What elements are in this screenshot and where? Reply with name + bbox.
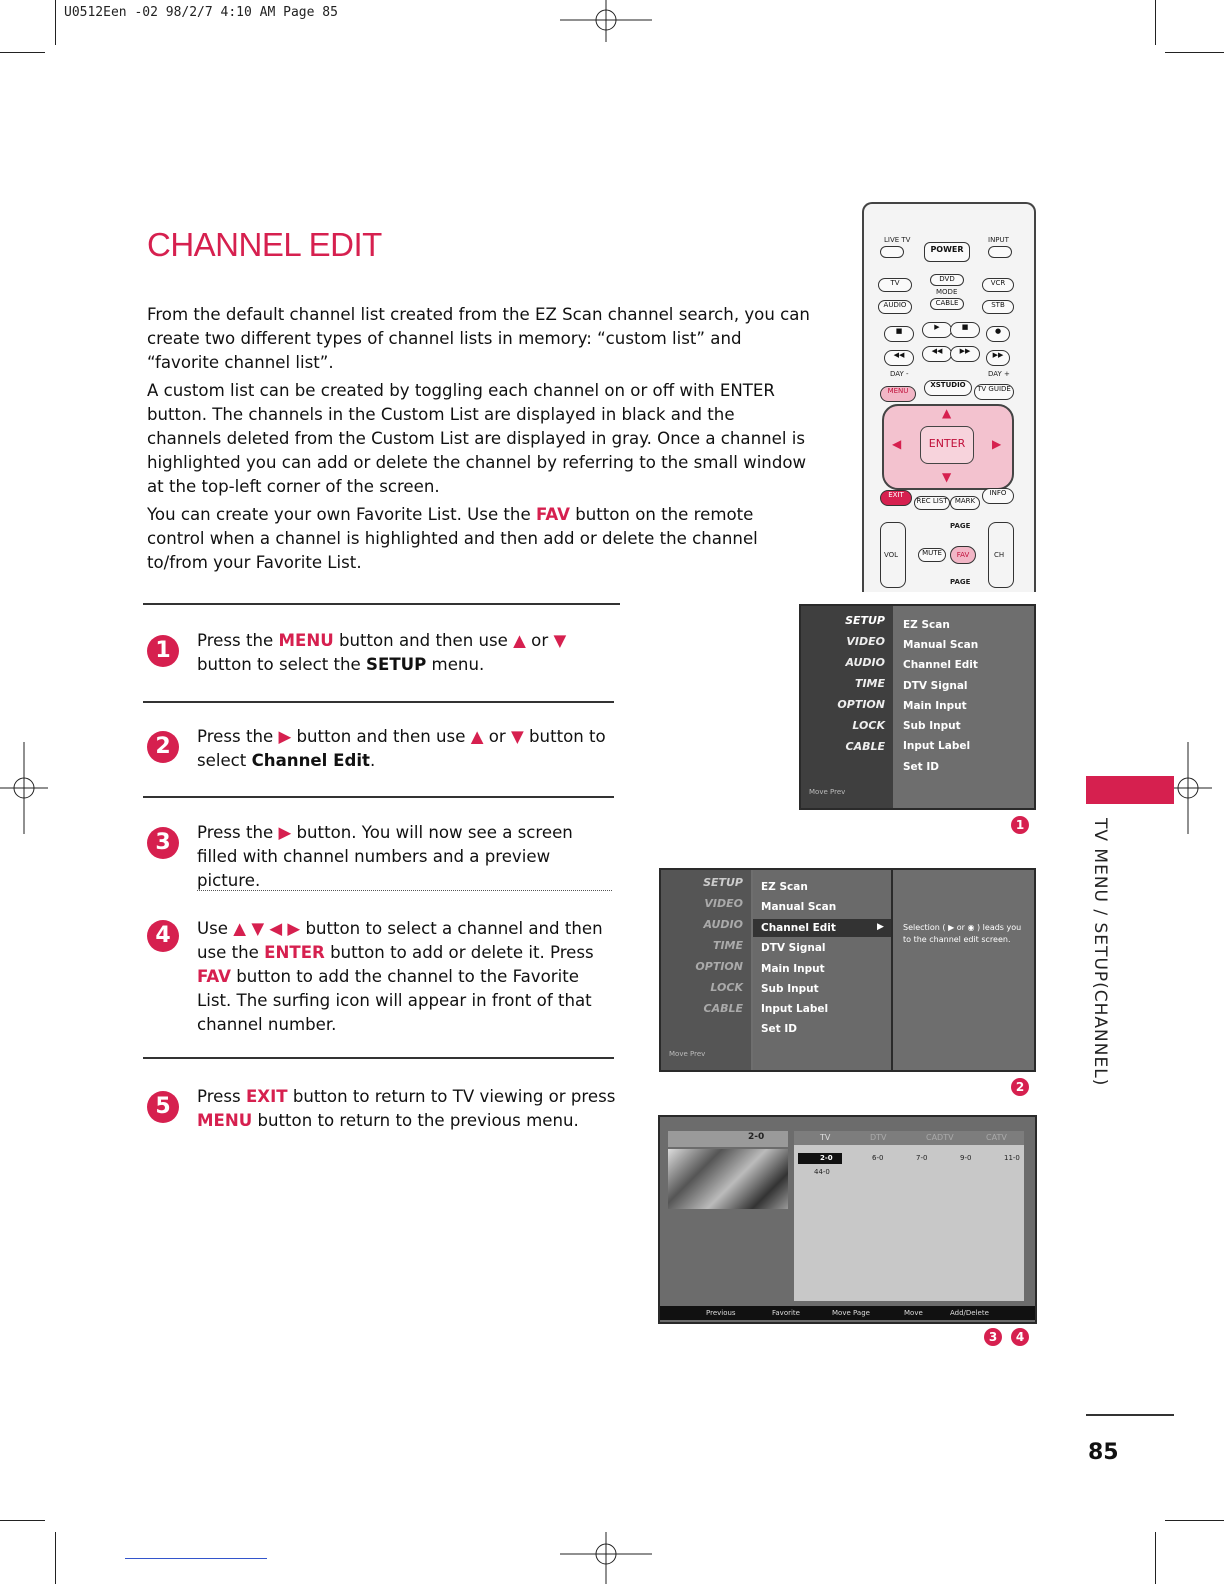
menu-item-set-id: Set ID bbox=[761, 1023, 797, 1035]
menu-item-sub-input: Sub Input bbox=[761, 983, 819, 995]
vcr-button: VCR bbox=[982, 278, 1014, 292]
up-arrow-icon: ▲ bbox=[470, 727, 484, 746]
crop-mark bbox=[1155, 1532, 1156, 1584]
rewind-button: ◀◀ bbox=[922, 346, 952, 362]
menu-item-ez-scan: EZ Scan bbox=[761, 881, 808, 893]
skip-back-button: ◀◀ bbox=[884, 350, 914, 366]
step-3-text: Press the ▶ button. You will now see a screen filled with channel numbers and a preview picture. bbox=[197, 823, 573, 890]
help-text: Selection ( ▶ or ◉ ) leads you to the channel edit screen. bbox=[903, 923, 1022, 944]
registration-mark-top bbox=[560, 0, 652, 42]
menu-tab-video: VIDEO bbox=[846, 635, 885, 648]
up-arrow-icon: ▲ bbox=[513, 631, 526, 650]
step-5-text: Press EXIT button to return to TV viewing or press MENU button to return to the previous menu. bbox=[197, 1087, 616, 1130]
menu-tab-setup: SETUP bbox=[845, 614, 885, 627]
menu-item-manual-scan: Manual Scan bbox=[903, 639, 979, 651]
crop-mark bbox=[55, 1532, 56, 1584]
print-slug: U0512Een -02 98/2/7 4:10 AM Page 85 bbox=[64, 5, 338, 20]
info-button: INFO bbox=[982, 488, 1014, 504]
remote-control: LIVE TV INPUT POWER TV DVD VCR MODE AUDIO CABLE STB ■ ▶ ■ ● ◀◀ ◀◀ ▶▶ ▶▶ DAY - DAY + MENU XSTUDIO TV GUIDE ▲ ▼ ◀ ▶ ENTER EXIT REC LIST MARK INFO VOL CH PAGE MUTE FAV PAGE bbox=[862, 202, 1036, 592]
menu-tab-cable: CABLE bbox=[703, 1002, 743, 1015]
step-4-text: Use ▲ ▼ ◀ ▶ button to select a channel and then use the ENTER button to add or delete it. Press FAV button to add the channel to the Favorite List. The surfing icon will appear in front of that channel number. bbox=[197, 919, 603, 1034]
registration-mark-bottom bbox=[560, 1532, 652, 1584]
channel-cell: 9-0 bbox=[960, 1154, 972, 1162]
right-arrow-icon: ▶ bbox=[287, 919, 301, 938]
intro-paragraph-1: From the default channel list created from the EZ Scan channel search, you can create two different types of channel lists in memory: “custom list” and “favorite channel list”. bbox=[147, 305, 810, 372]
step-number-4: 4 bbox=[147, 920, 179, 952]
xstudio-button: XSTUDIO bbox=[924, 380, 972, 396]
tv-button: TV bbox=[878, 278, 912, 292]
input-button bbox=[988, 246, 1012, 258]
intro-paragraph-2: A custom list can be created by toggling each channel on or off with ENTER button. The channels in the Custom List are displayed in black and the channels deleted from the Custom List are displayed in gray. Once a channel is highlighted you can add or delete the channel by referring to the small window at the top-left corner of the screen. bbox=[147, 381, 807, 496]
menu-item-input-label: Input Label bbox=[761, 1003, 829, 1015]
right-arrow-icon: ▶ bbox=[992, 437, 1002, 451]
record-button: ● bbox=[986, 326, 1010, 342]
page-number: 85 bbox=[1088, 1440, 1119, 1465]
tab-catv: CATV bbox=[986, 1133, 1007, 1142]
right-arrow-icon: ▶ bbox=[278, 727, 292, 746]
menu-tab-audio: AUDIO bbox=[703, 918, 743, 931]
page-title: CHANNEL EDIT bbox=[147, 226, 382, 263]
menu-tab-option: OPTION bbox=[695, 960, 743, 973]
menu-item-channel-edit: Channel Edit bbox=[761, 922, 836, 934]
menu-sidebar bbox=[661, 870, 751, 1070]
menu-item-dtv-signal: DTV Signal bbox=[903, 680, 968, 692]
footer-rule bbox=[1086, 1414, 1174, 1416]
audio-button: AUDIO bbox=[878, 300, 912, 314]
fav-keyword: FAV bbox=[535, 505, 570, 524]
channel-cell: 2-0 bbox=[820, 1154, 833, 1162]
live-tv-button bbox=[880, 246, 904, 258]
menu-tab-lock: LOCK bbox=[852, 719, 885, 732]
setup-menu-screen-2 bbox=[659, 868, 1036, 1072]
stb-button: STB bbox=[982, 300, 1014, 314]
channel-cell: 7-0 bbox=[916, 1154, 928, 1162]
channel-grid bbox=[794, 1131, 1024, 1301]
menu-footer: Move Prev bbox=[809, 788, 846, 796]
menu-sidebar bbox=[801, 606, 893, 808]
menu-tab-time: TIME bbox=[854, 677, 885, 690]
menu-item-set-id: Set ID bbox=[903, 761, 939, 773]
menu-tab-option: OPTION bbox=[837, 698, 885, 711]
divider bbox=[143, 796, 614, 798]
mute-button: MUTE bbox=[918, 548, 946, 562]
fav-button: FAV bbox=[950, 546, 976, 564]
preview-header bbox=[668, 1131, 788, 1147]
skip-forward-button: ▶▶ bbox=[986, 350, 1010, 366]
right-arrow-icon: ▶ bbox=[877, 922, 884, 932]
menu-item-ez-scan: EZ Scan bbox=[903, 619, 950, 631]
step-1-text: Press the MENU button and then use ▲ or ▼ button to select the SETUP menu. bbox=[197, 631, 567, 674]
mark-button: MARK bbox=[950, 496, 980, 510]
menu-item-dtv-signal: DTV Signal bbox=[761, 942, 826, 954]
tab-dtv: DTV bbox=[870, 1133, 887, 1142]
divider bbox=[143, 1057, 614, 1059]
crop-mark bbox=[1155, 0, 1156, 45]
tab-tv: TV bbox=[820, 1133, 831, 1142]
down-arrow-icon: ▼ bbox=[942, 470, 952, 484]
down-arrow-icon: ▼ bbox=[251, 919, 265, 938]
side-label-container bbox=[1086, 818, 1110, 1098]
channel-footer: Previous Favorite Move Page Move Add/Delete bbox=[660, 1306, 1035, 1320]
step-number-5: 5 bbox=[147, 1091, 179, 1123]
menu-item-main-input: Main Input bbox=[903, 700, 967, 712]
menu-button: MENU bbox=[880, 386, 916, 402]
tv-guide-button: TV GUIDE bbox=[974, 384, 1014, 400]
cable-button: CABLE bbox=[930, 298, 964, 310]
figure-badge-3: 3 bbox=[984, 1328, 1002, 1346]
channel-edit-screen bbox=[658, 1115, 1037, 1324]
forward-button: ▶▶ bbox=[950, 346, 980, 362]
stop-button: ■ bbox=[884, 326, 914, 342]
divider bbox=[143, 603, 620, 605]
right-arrow-icon: ▶ bbox=[278, 823, 292, 842]
menu-item-input-label: Input Label bbox=[903, 740, 971, 752]
menu-item-main-input: Main Input bbox=[761, 963, 825, 975]
step-number-3: 3 bbox=[147, 827, 179, 859]
intro-paragraph-3: You can create your own Favorite List. Use the FAV button on the remote control when a channel is highlighted and then add or delete the channel to/from your Favorite List. bbox=[147, 505, 758, 572]
figure-badge-4: 4 bbox=[1011, 1328, 1029, 1346]
enter-button: ENTER bbox=[920, 426, 974, 464]
section-label: TV MENU / SETUP(CHANNEL) bbox=[1090, 818, 1110, 1087]
menu-list bbox=[895, 606, 1034, 808]
menu-footer: Move Prev bbox=[669, 1050, 706, 1058]
channel-cell: 6-0 bbox=[872, 1154, 884, 1162]
dvd-button: DVD bbox=[930, 274, 964, 286]
figure-badge-1: 1 bbox=[1011, 816, 1029, 834]
menu-list bbox=[753, 870, 893, 1070]
menu-tab-time: TIME bbox=[712, 939, 743, 952]
play-button: ▶ bbox=[922, 322, 952, 338]
left-arrow-icon: ◀ bbox=[269, 919, 283, 938]
preview-picture bbox=[668, 1149, 788, 1209]
crop-mark bbox=[55, 0, 56, 45]
figure-badge-2: 2 bbox=[1011, 1078, 1029, 1096]
setup-menu-screen-1 bbox=[799, 604, 1036, 810]
menu-tab-cable: CABLE bbox=[845, 740, 885, 753]
crop-mark bbox=[0, 1520, 45, 1521]
up-arrow-icon: ▲ bbox=[233, 919, 247, 938]
section-tab bbox=[1086, 776, 1174, 804]
registration-mark-left bbox=[0, 742, 48, 834]
menu-item-manual-scan: Manual Scan bbox=[761, 901, 837, 913]
step-2-text: Press the ▶ button and then use ▲ or ▼ button to select Channel Edit. bbox=[197, 727, 606, 770]
left-arrow-icon: ◀ bbox=[892, 437, 902, 451]
crop-mark bbox=[0, 52, 45, 53]
crop-mark bbox=[1165, 1520, 1224, 1521]
menu-item-sub-input: Sub Input bbox=[903, 720, 961, 732]
divider bbox=[143, 701, 614, 703]
power-button: POWER bbox=[924, 242, 970, 262]
down-arrow-icon: ▼ bbox=[553, 631, 567, 650]
blue-rule bbox=[125, 1558, 267, 1559]
preview-channel: 2-0 bbox=[748, 1132, 765, 1142]
menu-tab-audio: AUDIO bbox=[845, 656, 885, 669]
exit-button: EXIT bbox=[880, 490, 912, 506]
menu-tab-video: VIDEO bbox=[704, 897, 743, 910]
up-arrow-icon: ▲ bbox=[942, 406, 952, 420]
intro-text bbox=[147, 303, 812, 579]
rec-list-button: REC LIST bbox=[914, 496, 950, 510]
channel-cell: 44-0 bbox=[814, 1168, 830, 1176]
pause-button: ■ bbox=[950, 322, 980, 338]
step-number-1: 1 bbox=[147, 635, 179, 667]
menu-item-channel-edit: Channel Edit bbox=[903, 659, 978, 671]
channel-cell: 11-0 bbox=[1004, 1154, 1020, 1162]
tab-cadtv: CADTV bbox=[926, 1133, 954, 1142]
step-number-2: 2 bbox=[147, 731, 179, 763]
down-arrow-icon: ▼ bbox=[510, 727, 524, 746]
menu-tab-lock: LOCK bbox=[710, 981, 743, 994]
crop-mark bbox=[1165, 52, 1224, 53]
menu-tab-setup: SETUP bbox=[703, 876, 743, 889]
